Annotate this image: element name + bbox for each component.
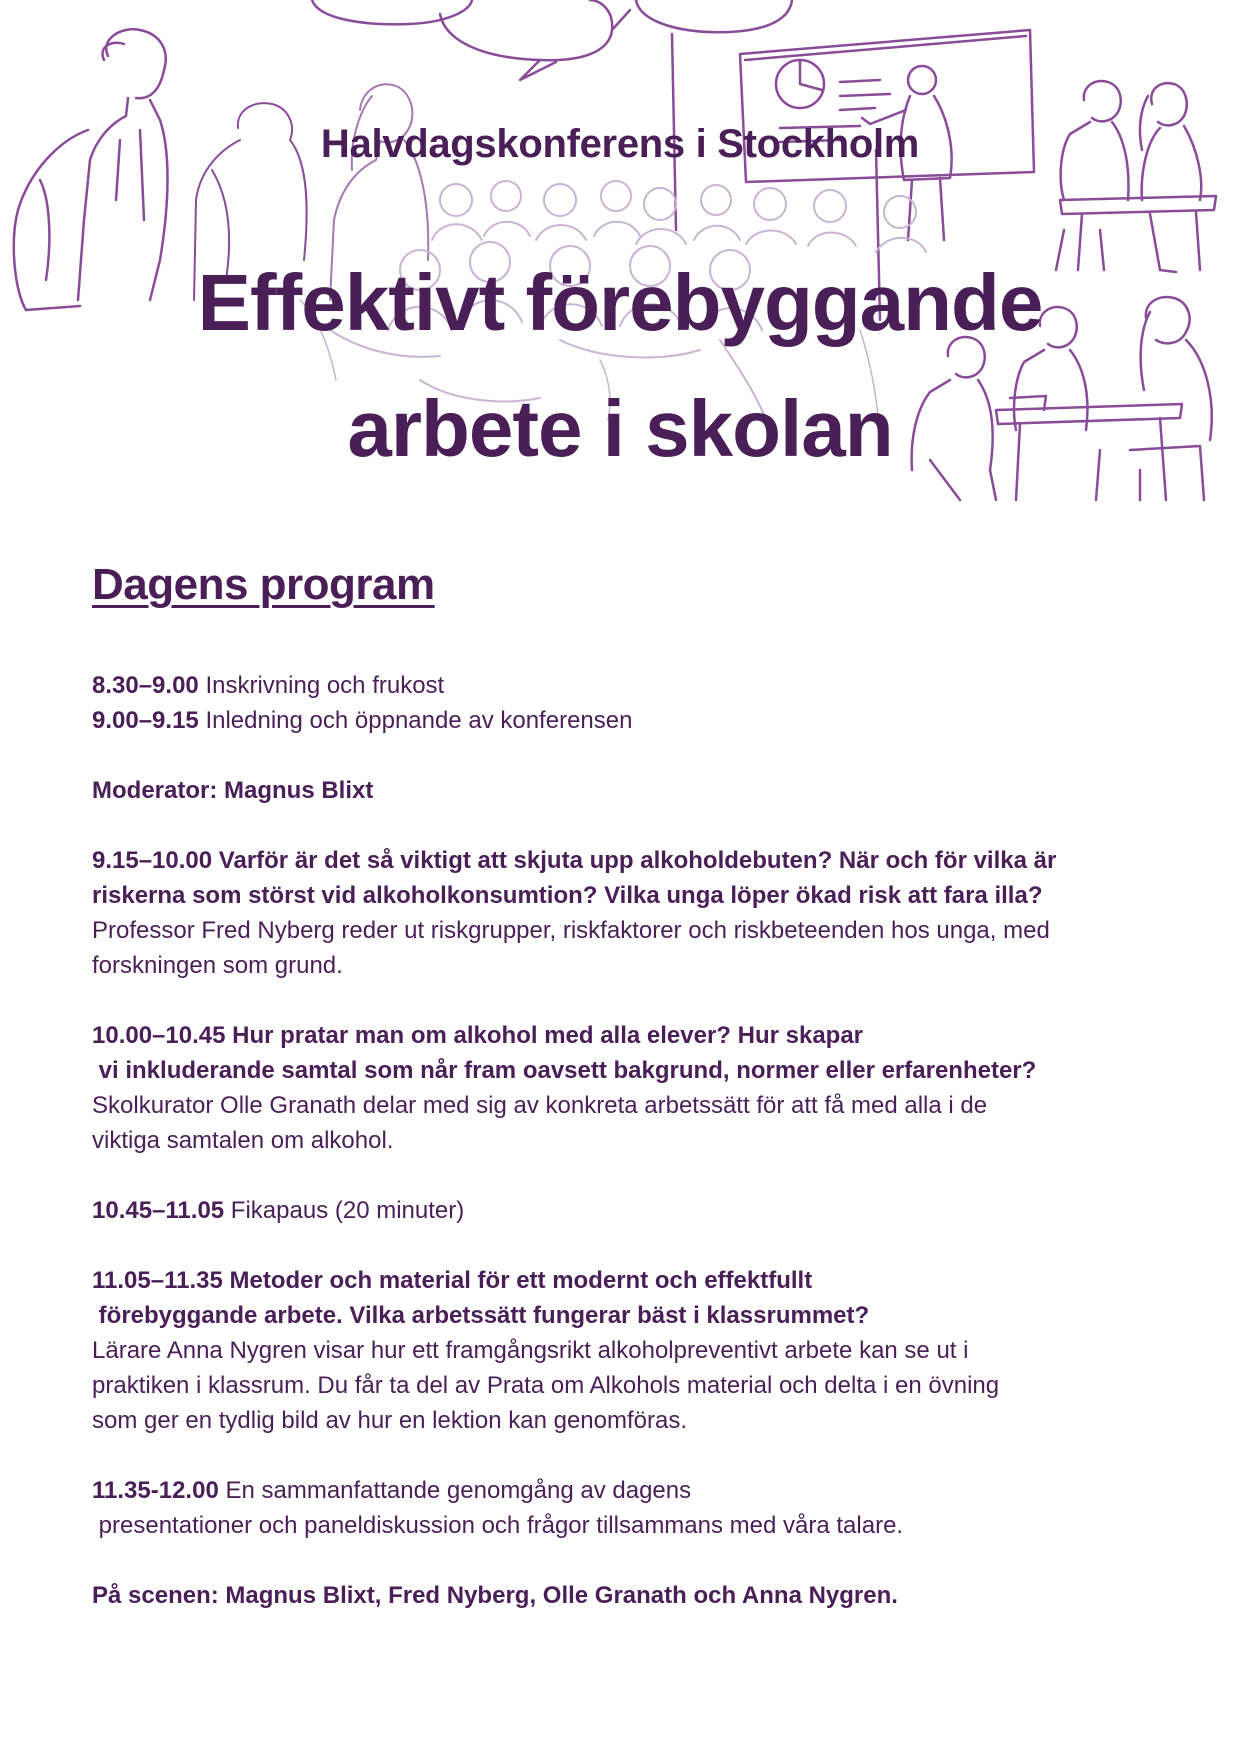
title-line-1: Effektivt förebyggande [197, 258, 1043, 347]
session-description-line: forskningen som grund. [92, 952, 343, 979]
session-title-line: vi inkluderande samtal som når fram oavsett bakgrund, normer eller erfarenheter? [92, 1057, 1037, 1084]
program-item-session-3 [92, 1263, 1162, 1438]
program-item-summary [92, 1473, 1162, 1543]
program-section [92, 560, 1162, 1613]
item-text-continued: presentationer och paneldiskussion och frågor tillsammans med våra talare. [92, 1512, 904, 1539]
header-illustration-area [0, 0, 1240, 520]
session-title-line: riskerna som störst vid alkoholkonsumtion? Vilka unga löper ökad risk att fara illa? [92, 882, 1043, 909]
moderator-line [92, 773, 1162, 808]
event-title [0, 240, 1240, 492]
title-line-2: arbete i skolan [347, 384, 893, 473]
event-subtitle: Halvdagskonferens i Stockholm [320, 122, 920, 166]
session-description-line: praktiken i klassrum. Du får ta del av Prata om Alkohols material och delta i en övning [92, 1372, 1000, 1399]
session-title-line: 11.05–11.35 Metoder och material för ett modernt och effektfullt [92, 1267, 813, 1294]
item-text: Fikapaus (20 minuter) [224, 1197, 465, 1224]
speech-bubbles [312, 0, 792, 80]
item-text: En sammanfattande genomgång av dagens [218, 1477, 692, 1504]
item-time: 11.35-12.00 [92, 1477, 219, 1504]
item-time: 8.30–9.00 [92, 672, 199, 699]
program-item-opening [92, 703, 1162, 738]
session-description-line: Lärare Anna Nygren visar hur ett framgångsrikt alkoholpreventivt arbete kan se ut i [92, 1337, 969, 1364]
session-title-line: 10.00–10.45 Hur pratar man om alkohol med alla elever? Hur skapar [92, 1022, 864, 1049]
session-description-line: Professor Fred Nyberg reder ut riskgrupper, riskfaktorer och riskbeteenden hos unga, med [92, 917, 1050, 944]
item-text: Inledning och öppnande av konferensen [198, 707, 633, 734]
moderator-text: Moderator: Magnus Blixt [92, 777, 374, 804]
session-title-line: förebyggande arbete. Vilka arbetssätt fungerar bäst i klassrummet? [92, 1302, 870, 1329]
item-time: 9.00–9.15 [92, 707, 199, 734]
program-heading: Dagens program [92, 560, 435, 609]
session-description-line: Skolkurator Olle Granath delar med sig av konkreta arbetssätt för att få med alla i de [92, 1092, 988, 1119]
speakers-text: På scenen: Magnus Blixt, Fred Nyberg, Olle Granath och Anna Nygren. [92, 1582, 898, 1609]
session-title-line: 9.15–10.00 Varför är det så viktigt att skjuta upp alkoholdebuten? När och för vilka är [92, 847, 1057, 874]
item-time: 10.45–11.05 [92, 1197, 225, 1224]
speakers-line [92, 1578, 1162, 1613]
session-description-line: som ger en tydlig bild av hur en lektion kan genomföras. [92, 1407, 687, 1434]
program-item-break [92, 1193, 1162, 1228]
item-text: Inskrivning och frukost [198, 672, 445, 699]
program-item-session-2 [92, 1018, 1162, 1158]
session-description-line: viktiga samtalen om alkohol. [92, 1127, 394, 1154]
program-item-session-1 [92, 843, 1162, 983]
program-item-registration [92, 668, 1162, 703]
